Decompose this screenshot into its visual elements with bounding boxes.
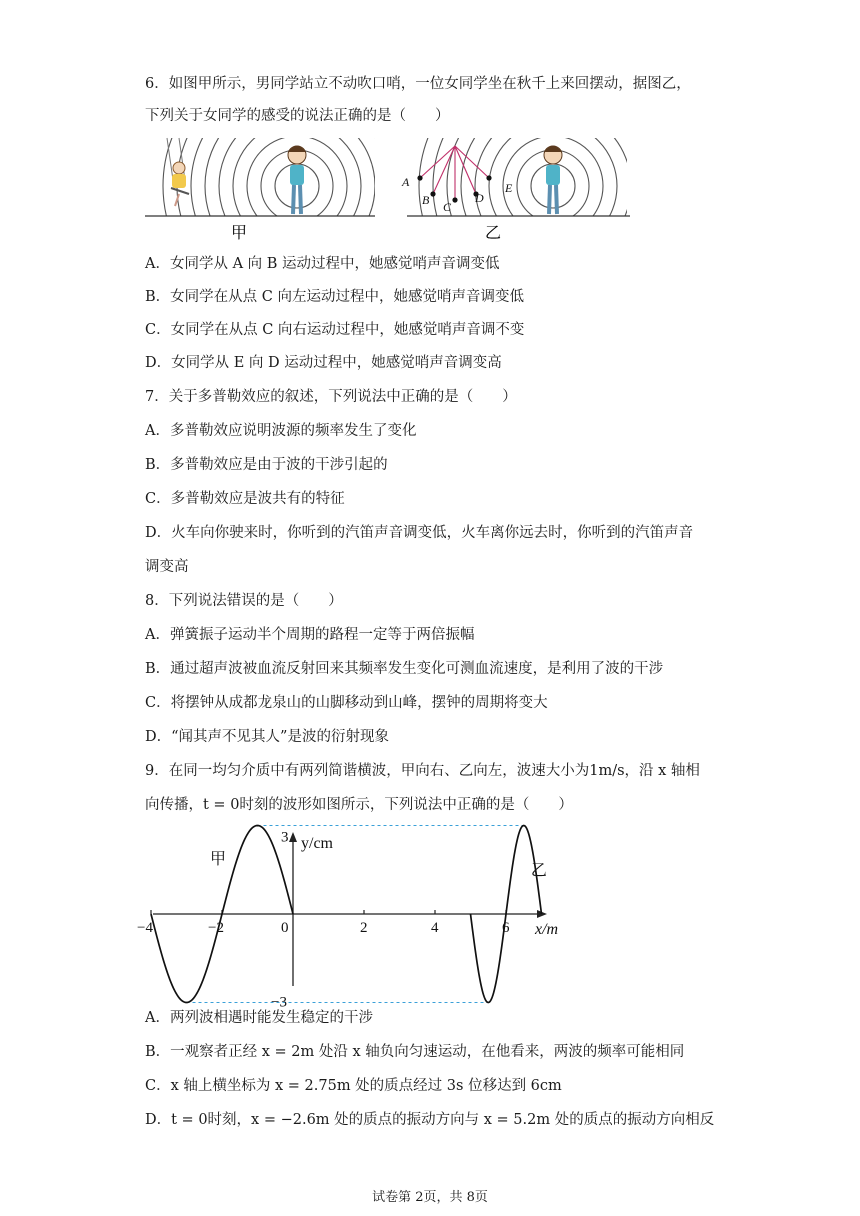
q7-option-c[interactable]: C．多普勒效应是波共有的特征 bbox=[145, 491, 345, 507]
q6-option-c[interactable]: C．女同学在从点 C 向右运动过程中，她感觉哨声音调不变 bbox=[145, 322, 525, 338]
x-axis-label: x/m bbox=[535, 921, 559, 938]
point-a-label: A bbox=[402, 175, 410, 189]
q6-stem-line2: 下列关于女同学的感受的说法正确的是（ ） bbox=[145, 108, 450, 124]
girl-on-swing-icon bbox=[167, 138, 189, 206]
point-c-label: C bbox=[443, 200, 452, 214]
figure-label-jia: 甲 bbox=[231, 223, 248, 242]
q7-option-b[interactable]: B．多普勒效应是由于波的干涉引起的 bbox=[145, 457, 388, 473]
y-tick-label: 3 bbox=[281, 829, 289, 846]
q6-option-a[interactable]: A．女同学从 A 向 B 运动过程中，她感觉哨声音调变低 bbox=[145, 256, 500, 272]
q6-option-d[interactable]: D．女同学从 E 向 D 运动过程中，她感觉哨声音调变高 bbox=[145, 355, 502, 371]
x-tick-label: 6 bbox=[502, 920, 510, 936]
wave-yi-label: 乙 bbox=[530, 860, 547, 880]
y-tick-label: −3 bbox=[271, 994, 287, 1011]
boy-whistling-icon bbox=[288, 146, 306, 214]
q9-option-c[interactable]: C．x 轴上横坐标为 x = 2.75m 处的质点经过 3s 位移达到 6cm bbox=[145, 1078, 562, 1094]
q9-option-d[interactable]: D．t = 0时刻，x = −2.6m 处的质点的振动方向与 x = 5.2m 处的质点的振动方向相反 bbox=[145, 1112, 715, 1128]
y-axis-label: y/cm bbox=[301, 835, 333, 852]
x-tick-label: −2 bbox=[208, 920, 224, 936]
q9-stem-line1: 9．在同一均匀介质中有两列简谐横波，甲向右、乙向左，波速大小为1m/s，沿 x 轴相 bbox=[145, 763, 700, 779]
q7-option-d-line1[interactable]: D．火车向你驶来时，你听到的汽笛声音调变低，火车离你远去时，你听到的汽笛声音 bbox=[145, 525, 694, 541]
q6-stem-line1: 6．如图甲所示，男同学站立不动吹口哨，一位女同学坐在秋千上来回摆动，据图乙， bbox=[145, 76, 691, 92]
q8-option-c[interactable]: C．将摆钟从成都龙泉山的山脚移动到山峰，摆钟的周期将变大 bbox=[145, 695, 548, 711]
wave-jia-label: 甲 bbox=[210, 848, 227, 868]
point-b-label: B bbox=[422, 193, 430, 207]
point-e-label: E bbox=[505, 181, 513, 195]
y-axis-arrow bbox=[289, 832, 297, 842]
q8-option-a[interactable]: A．弹簧振子运动半个周期的路程一定等于两倍振幅 bbox=[145, 627, 475, 643]
q7-stem: 7．关于多普勒效应的叙述，下列说法中正确的是（ ） bbox=[145, 389, 517, 405]
point-d-label: D bbox=[475, 191, 484, 205]
q9-option-a[interactable]: A．两列波相遇时能发生稳定的干涉 bbox=[145, 1010, 373, 1026]
x-tick-label: 0 bbox=[281, 920, 289, 936]
x-tick-label: 4 bbox=[431, 920, 439, 936]
q9-wave-graph bbox=[137, 828, 585, 1011]
boy-whistling-icon bbox=[544, 146, 562, 214]
q6-option-b[interactable]: B．女同学在从点 C 向左运动过程中，她感觉哨声音调变低 bbox=[145, 289, 524, 305]
q8-stem: 8．下列说法错误的是（ ） bbox=[145, 593, 343, 609]
q9-stem-line2: 向传播，t = 0时刻的波形如图所示，下列说法中正确的是（ ） bbox=[145, 797, 573, 813]
q8-option-d[interactable]: D．“闻其声不见其人”是波的衍射现象 bbox=[145, 729, 389, 745]
q9-option-b[interactable]: B．一观察者正经 x = 2m 处沿 x 轴负向匀速运动，在他看来，两波的频率可能相同 bbox=[145, 1044, 685, 1060]
q7-option-a[interactable]: A．多普勒效应说明波源的频率发生了变化 bbox=[145, 423, 417, 439]
x-tick-label: −4 bbox=[137, 920, 153, 936]
figure-label-yi: 乙 bbox=[485, 223, 502, 242]
q7-option-d-line2[interactable]: 调变高 bbox=[145, 559, 189, 575]
q6-figure bbox=[145, 138, 630, 242]
q8-option-b[interactable]: B．通过超声波被血流反射回来其频率发生变化可测血流速度，是利用了波的干涉 bbox=[145, 661, 664, 677]
page-footer: 试卷第 2页，共 8页 bbox=[372, 1190, 488, 1205]
x-tick-label: 2 bbox=[360, 920, 368, 936]
